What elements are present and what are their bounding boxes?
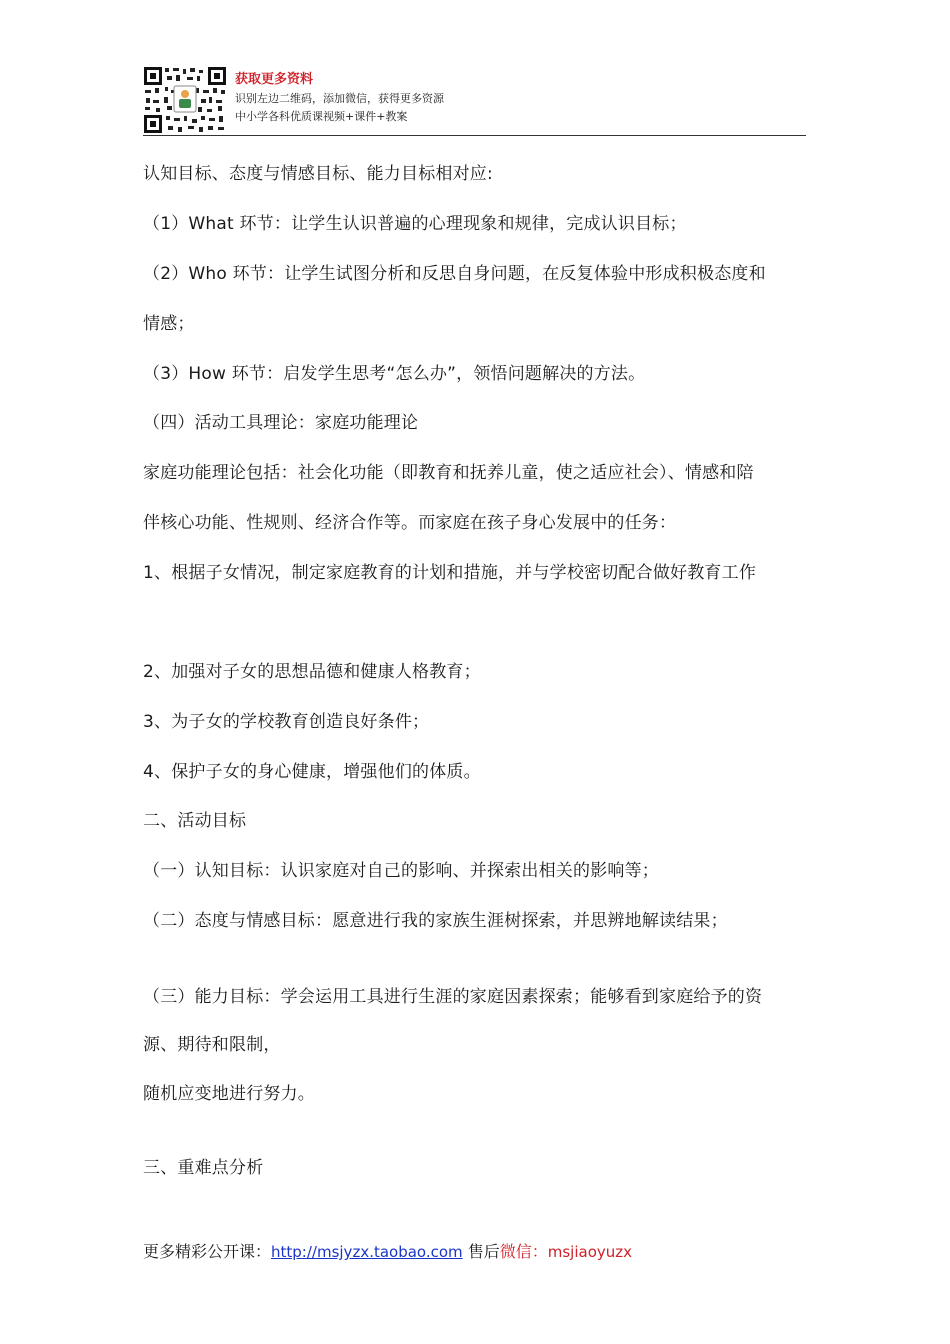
section-heading-2: 二、活动目标	[143, 811, 247, 831]
body-line-17: 源、期待和限制，	[143, 1035, 281, 1055]
page-footer	[143, 1240, 632, 1264]
body-line-15: （二）态度与情感目标：愿意进行我的家族生涯树探索，并思辨地解读结果；	[143, 911, 728, 931]
body-line-5: （3）How 环节：启发学生思考“怎么办”，领悟问题解决的方法。	[143, 364, 646, 384]
body-line-4: 情感；	[143, 314, 195, 334]
body-line-6: （四）活动工具理论：家庭功能理论	[143, 413, 419, 433]
body-line-11: 3、为子女的学校教育创造良好条件；	[143, 712, 430, 732]
section-heading-3: 三、重难点分析	[143, 1158, 264, 1178]
header-title: 获取更多资料	[235, 72, 314, 87]
header-divider	[143, 135, 806, 136]
footer-shop-link[interactable]: http://msjyzx.taobao.com	[271, 1243, 463, 1261]
qr-code-icon	[143, 66, 227, 134]
footer-middle: 售后	[462, 1242, 500, 1261]
body-line-14: （一）认知目标：认识家庭对自己的影响、并探索出相关的影响等；	[143, 861, 659, 881]
body-line-12: 4、保护子女的身心健康，增强他们的体质。	[143, 762, 481, 782]
page-header	[143, 66, 806, 136]
footer-prefix: 更多精彩公开课：	[143, 1242, 272, 1261]
body-line-2: （1）What 环节：让学生认识普遍的心理现象和规律，完成认识目标；	[143, 214, 687, 234]
footer-wechat-label: 微信：	[499, 1242, 548, 1261]
header-subtitle-1: 识别左边二维码，添加微信，获得更多资源	[235, 92, 444, 105]
body-line-3: （2）Who 环节：让学生试图分析和反思自身问题，在反复体验中形成积极态度和	[143, 264, 766, 284]
footer-wechat-id: msjiaoyuzx	[547, 1243, 633, 1261]
body-line-10: 2、加强对子女的思想品德和健康人格教育；	[143, 662, 481, 682]
body-line-7: 家庭功能理论包括：社会化功能（即教育和抚养儿童，使之适应社会）、情感和陪	[143, 463, 754, 483]
header-subtitle-2: 中小学各科优质课视频+课件+教案	[235, 110, 408, 123]
body-line-18: 随机应变地进行努力。	[143, 1084, 315, 1104]
body-line-1: 认知目标、态度与情感目标、能力目标相对应:	[143, 164, 493, 184]
header-text-block	[235, 70, 444, 126]
body-line-16: （三）能力目标：学会运用工具进行生涯的家庭因素探索；能够看到家庭给予的资	[143, 987, 763, 1007]
body-line-8: 伴核心功能、性规则、经济合作等。而家庭在孩子身心发展中的任务：	[143, 513, 677, 533]
body-line-9: 1、根据子女情况，制定家庭教育的计划和措施，并与学校密切配合做好教育工作	[143, 563, 757, 583]
